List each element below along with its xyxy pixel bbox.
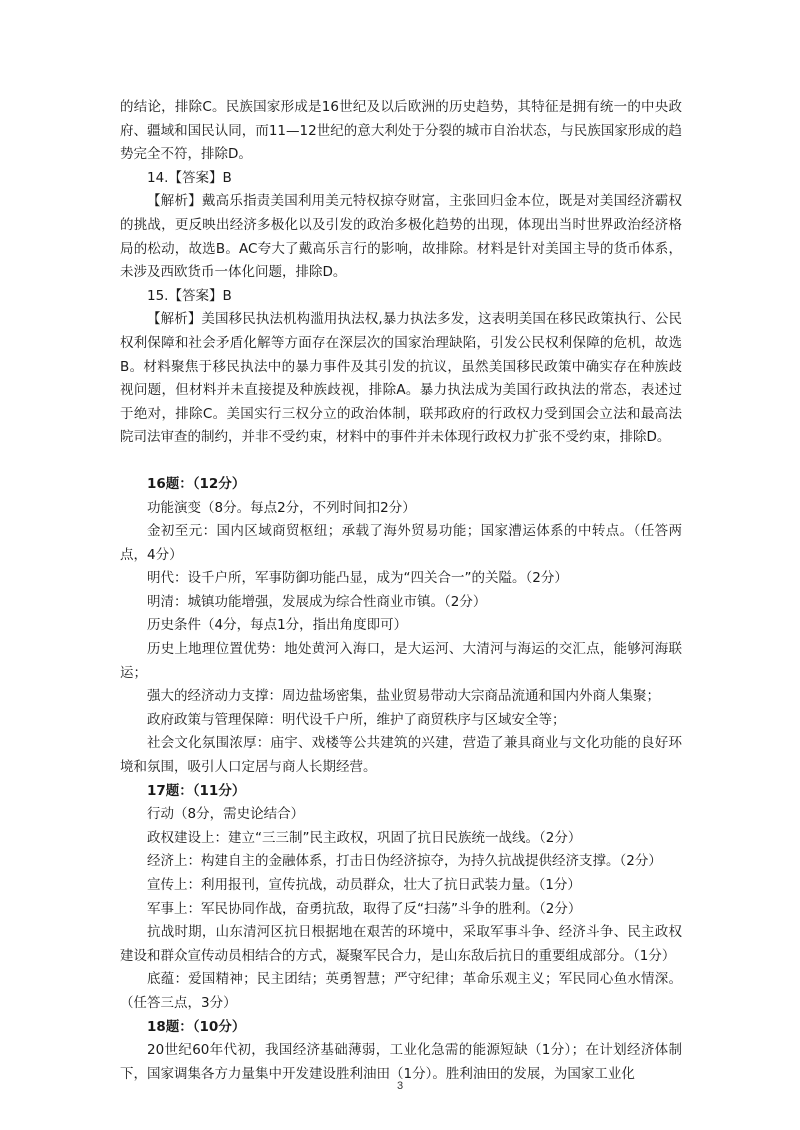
paragraph: 14.【答案】B xyxy=(147,169,232,186)
paragraph: 【解析】美国移民执法机构滥用执法权,暴力执法多发，这表明美国在移民政策执行、公民权利保障和社会矛盾化解等方面存在深层次的国家治理缺陷，引发公民权利保障的危机，故选B。材料聚焦于移民执法中的暴力事件及其引发的抗议，虽然美国移民政策中确实存在种族歧视问题，但材料并未直接提及种族歧视，排除A。暴力执法成为美国行政执法的常态，表述过于绝对，排除C。美国实行三权分立的政治体制，联邦政府的行政权力受到国会立法和最高法院司法审查的制约，并非不受约束，材料中的事件并未体现行政权力扩张不受约束，排除D。 xyxy=(120,311,682,446)
paragraph: 强大的经济动力支撑：周边盐场密集，盐业贸易带动大宗商品流通和国内外商人集聚； xyxy=(147,688,660,705)
paragraph: 政权建设上：建立“三三制”民主政权，巩固了抗日民族统一战线。（2分） xyxy=(147,829,582,846)
paragraph: 历史条件（4分，每点1分，指出角度即可） xyxy=(147,617,408,634)
paragraph: 金初至元：国内区域商贸枢纽；承载了海外贸易功能；国家漕运体系的中转点。（任答两点，4分） xyxy=(120,523,682,563)
paragraph: 明清：城镇功能增强，发展成为综合性商业市镇。（2分） xyxy=(147,593,487,610)
paragraph: 宣传上：利用报刊，宣传抗战，动员群众，壮大了抗日武装力量。（1分） xyxy=(147,877,581,893)
paragraph: 20世纪60年代初，我国经济基础薄弱，工业化急需的能源短缺（1分）；在计划经济体制下，国家调集各方力量集中开发建设胜利油田（1分）。胜利油田的发展，为国家工业化 xyxy=(120,1042,682,1082)
paragraph: 政府政策与管理保障：明代设千户所，维护了商贸秩序与区域安全等； xyxy=(147,711,566,728)
paragraph: 功能演变（8分。每点2分，不列时间扣2分） xyxy=(147,499,416,516)
paragraph: 经济上：构建自主的金融体系，打击日伪经济掠夺，为持久抗战提供经济支撑。（2分） xyxy=(147,853,662,870)
question-heading: 16题：（12分） xyxy=(147,475,246,492)
paragraph: 社会文化氛围浓厚：庙宇、戏楼等公共建筑的兴建，营造了兼具商业与文化功能的良好环境和氛围，吸引人口定居与商人长期经营。 xyxy=(120,735,682,776)
paragraph: 15.【答案】B xyxy=(147,287,232,304)
paragraph: 【解析】戴高乐指责美国利用美元特权掠夺财富，主张回归金本位，既是对美国经济霸权的挑战，更反映出经济多极化以及引发的政治多极化趋势的出现，体现出当时世界政治经济格局的松动，故选B。AC夸大了戴高乐言行的影响，故排除。材料是针对美国主导的货币体系，未涉及西欧货币一体化问题，排除D。 xyxy=(120,193,682,281)
paragraph: 底蕴：爱国精神；民主团结；英勇智慧；严守纪律；革命乐观主义；军民同心鱼水情深。（任答三点，3分） xyxy=(120,971,682,1011)
paragraph: 的结论，排除C。民族国家形成是16世纪及以后欧洲的历史趋势，其特征是拥有统一的中央政府、疆域和国民认同，而11—12世纪的意大利处于分裂的城市自治状态，与民族国家形成的趋势完全不符，排除D。 xyxy=(120,99,682,163)
paragraph: 抗战时期，山东清河区抗日根据地在艰苦的环境中，采取军事斗争、经济斗争、民主政权建设和群众宣传动员相结合的方式，凝聚军民合力，是山东敌后抗日的重要组成部分。（1分） xyxy=(120,924,682,964)
paragraph-gap xyxy=(120,450,682,473)
paragraph: 历史上地理位置优势：地处黄河入海口，是大运河、大清河与海运的交汇点，能够河海联运； xyxy=(120,641,682,681)
question-heading: 17题：（11分） xyxy=(147,782,246,799)
page-number: 3 xyxy=(396,1080,404,1092)
answer-content xyxy=(120,96,682,1086)
paragraph: 明代：设千户所，军事防御功能凸显，成为“四关合一”的关隘。（2分） xyxy=(147,570,568,587)
paragraph: 行动（8分，需史论结合） xyxy=(147,806,305,823)
paragraph: 军事上：军民协同作战，奋勇抗敌，取得了反“扫荡”斗争的胜利。（2分） xyxy=(147,900,582,917)
question-heading: 18题：（10分） xyxy=(147,1018,246,1035)
